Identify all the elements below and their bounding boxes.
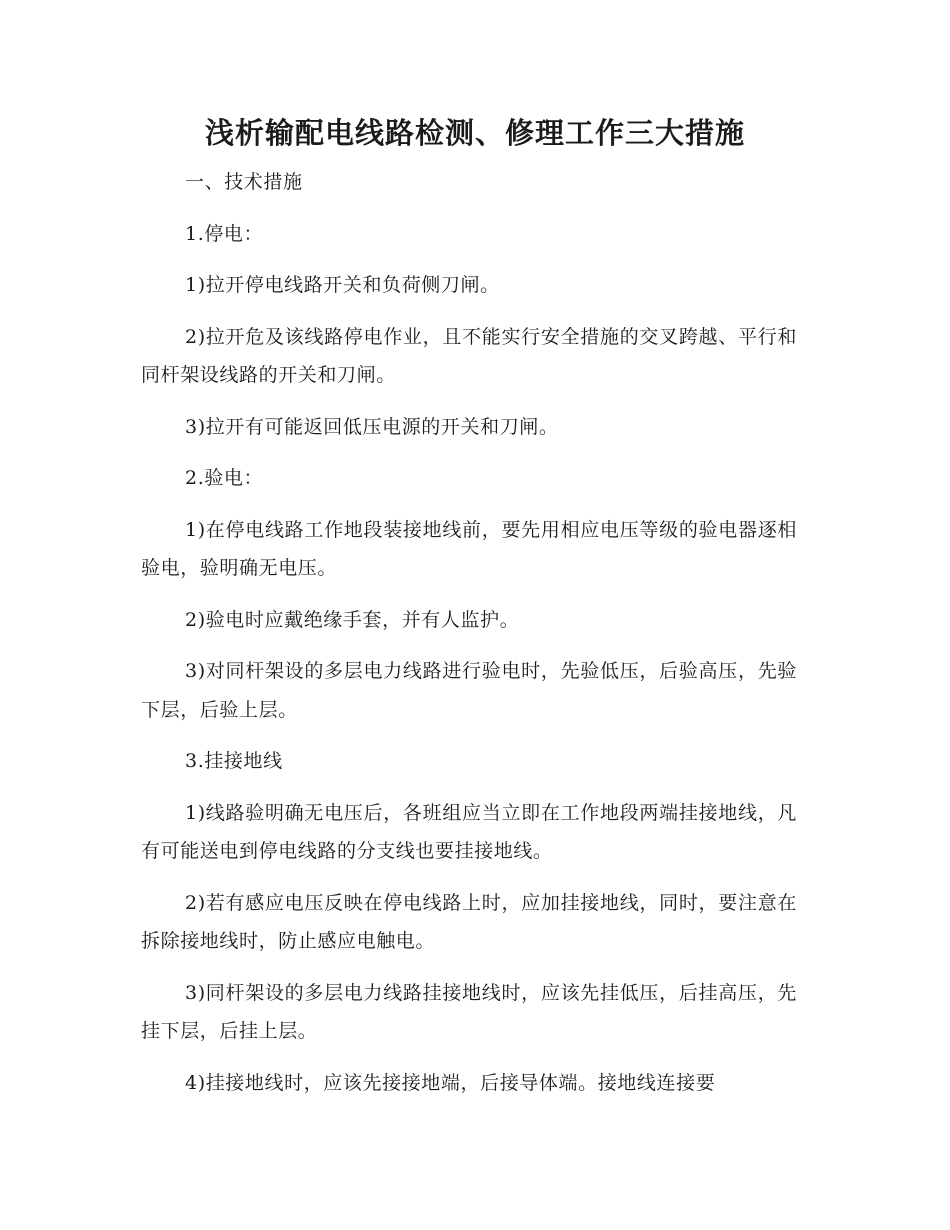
paragraph: 1)在停电线路工作地段装接地线前，要先用相应电压等级的验电器逐相验电，验明确无电压。 (141, 518, 797, 579)
paragraph: 3)同杆架设的多层电力线路挂接地线时，应该先挂低压，后挂高压，先挂下层，后挂上层。 (141, 981, 797, 1042)
paragraph: 1)拉开停电线路开关和负荷侧刀闸。 (185, 274, 500, 296)
paragraph: 2)拉开危及该线路停电作业，且不能实行安全措施的交叉跨越、平行和同杆架设线路的开关和刀闸。 (141, 325, 797, 386)
paragraph: 3)拉开有可能返回低压电源的开关和刀闸。 (185, 415, 559, 438)
document-body (141, 163, 797, 1115)
paragraph: 1)线路验明确无电压后，各班组应当立即在工作地段两端挂接地线，凡有可能送电到停电线路的分支线也要挂接地线。 (141, 801, 797, 862)
document-title: 浅析输配电线路检测、修理工作三大措施 (204, 116, 745, 150)
paragraph: 4)挂接地线时，应该先接接地端，后接导体端。接地线连接要 (185, 1071, 716, 1094)
subheading-power-off: 1.停电： (185, 222, 264, 245)
section-heading-technical-measures: 一、技术措施 (185, 171, 303, 193)
subheading-grounding-wire: 3.挂接地线 (185, 750, 283, 772)
paragraph: 2)若有感应电压反映在停电线路上时，应加挂接地线，同时，要注意在拆除接地线时，防止感应电触电。 (141, 891, 797, 952)
paragraph: 2)验电时应戴绝缘手套，并有人监护。 (185, 608, 520, 631)
paragraph: 3)对同杆架设的多层电力线路进行验电时，先验低压，后验高压，先验下层，后验上层。 (141, 660, 797, 721)
subheading-voltage-test: 2.验电： (185, 467, 264, 489)
